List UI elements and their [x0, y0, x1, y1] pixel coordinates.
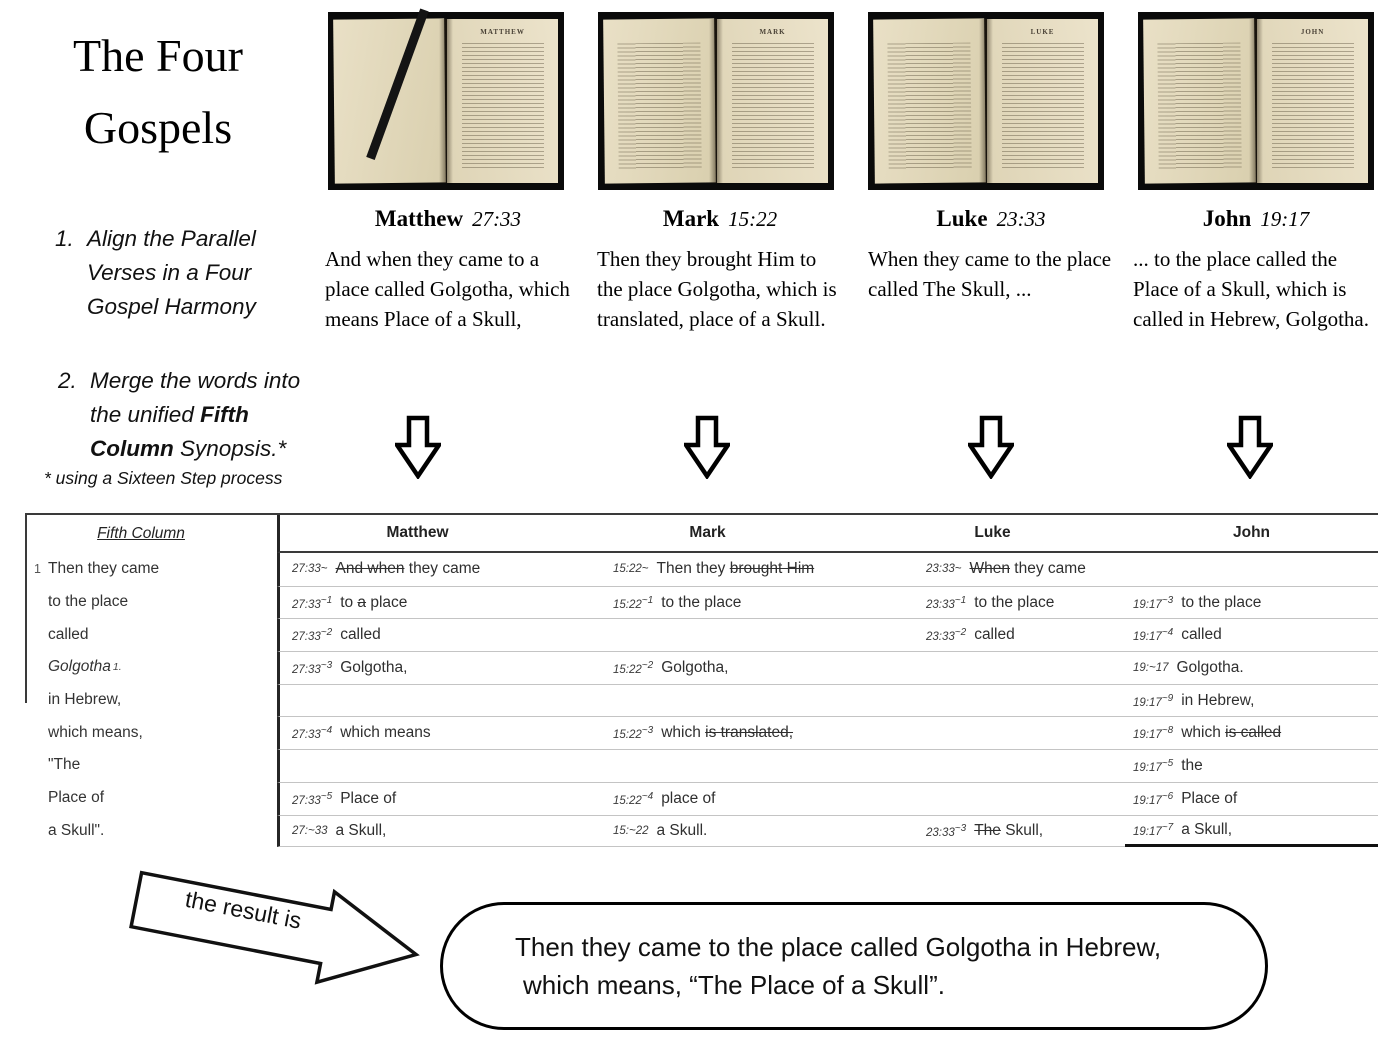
table-cell — [555, 749, 860, 782]
table-cell: $19:17^{\sim 7}$ a Skull, — [1125, 815, 1378, 848]
fifth-cell: a Skull". — [48, 821, 105, 839]
table-cell: $15:22^{\sim 1}$ to the place — [555, 586, 860, 619]
gospel-column-luke — [868, 206, 1114, 304]
book-left-page — [1143, 18, 1256, 183]
book-right-page — [447, 19, 558, 183]
fifth-cell: which means, — [48, 723, 143, 741]
book-photo-mark — [598, 12, 834, 190]
fifth-column-header: Fifth Column — [97, 525, 185, 542]
table-cell: $23:33^{\sim 3}$ The Skull, — [860, 815, 1125, 848]
table-cell — [1125, 553, 1378, 586]
table-cell: $19:17^{\sim 8}$ which is called — [1125, 716, 1378, 749]
table-cell: 19:~17 Golgotha. — [1125, 651, 1378, 684]
table-cell: 27:~33 a Skull, — [277, 815, 555, 848]
fifth-cell: to the place — [48, 593, 129, 611]
table-cell: $27:33^{\sim 4}$ which means — [277, 716, 555, 749]
book-right-page — [987, 19, 1098, 183]
gospel-verse: Then they brought Him to the place Golgotha, which is translated, place of a Skull. — [597, 247, 837, 331]
table-cell: $15:22^{\sim 2}$ Golgotha, — [555, 651, 860, 684]
result-arrow-label: the result is — [183, 885, 304, 934]
book-page-heading: MATTHEW — [480, 28, 525, 36]
page-title-line2: Gospels — [83, 102, 233, 153]
book-photo-matthew — [328, 12, 564, 190]
synopsis-table — [25, 513, 1378, 847]
table-cell: $19:17^{\sim 6}$ Place of — [1125, 782, 1378, 815]
fifth-cell: Place of — [48, 789, 105, 807]
footnote: * using a Sixteen Step process — [44, 468, 283, 488]
column-header-matthew: Matthew — [277, 515, 555, 553]
gospel-column-mark — [597, 206, 843, 334]
table-cell — [555, 618, 860, 651]
table-cell: $19:17^{\sim 4}$ called — [1125, 618, 1378, 651]
step-1 — [55, 222, 293, 324]
book-page-heading: LUKE — [1030, 28, 1055, 36]
table-cell — [860, 749, 1125, 782]
gospel-reference: 15:22 — [728, 207, 778, 231]
book-gutter — [439, 19, 453, 183]
result-line-1: Then they came to the place called Golgotha in Hebrew, — [515, 932, 1162, 962]
step-1-number: 1. — [55, 226, 74, 251]
page-title-line1: The Four — [73, 30, 243, 81]
table-cell: $19:17^{\sim 3}$ to the place — [1125, 586, 1378, 619]
table-cell: $15:22^{\sim 4}$ place of — [555, 782, 860, 815]
table-cell — [277, 749, 555, 782]
table-cell: $19:17^{\sim 5}$ the — [1125, 749, 1378, 782]
table-cell: $15:22^{\sim 3}$ which is translated, — [555, 716, 860, 749]
result-line-2: which means, “The Place of a Skull”. — [523, 970, 945, 1000]
table-cell — [860, 651, 1125, 684]
book-left-page — [873, 18, 986, 183]
fifth-cell: called — [48, 625, 89, 643]
down-arrow-icon — [968, 415, 1014, 479]
table-cell: 23:33~ When they came — [926, 560, 1086, 578]
column-header-john: John — [1125, 515, 1378, 553]
gospel-reference: 19:17 — [1260, 207, 1310, 231]
table-cell: $27:33^{\sim 1}$ to a place — [277, 586, 555, 619]
step-2 — [58, 364, 322, 466]
down-arrow-icon — [1227, 415, 1273, 479]
step-2-text: Merge the words into the unified Fifth Column Synopsis.* — [90, 368, 301, 461]
gospel-name: Mark — [662, 206, 720, 231]
table-cell — [860, 782, 1125, 815]
column-header-mark: Mark — [555, 515, 860, 553]
down-arrow-icon — [684, 415, 730, 479]
fifth-cell: in Hebrew, — [48, 691, 122, 709]
gospel-heading — [868, 206, 1114, 232]
book-photo-luke — [868, 12, 1104, 190]
table-cell — [860, 716, 1125, 749]
book-right-page — [1257, 19, 1368, 183]
down-arrow-icon — [395, 415, 441, 479]
page-title — [28, 20, 288, 164]
column-header-luke: Luke — [860, 515, 1125, 553]
table-cell: $23:33^{\sim 2}$ called — [860, 618, 1125, 651]
gospel-column-matthew — [325, 206, 571, 334]
gospel-name: John — [1202, 206, 1252, 231]
table-cell — [555, 684, 860, 717]
gospel-verse: When they came to the place called The Skull, ... — [868, 247, 1112, 301]
table-cell: $19:17^{\sim 9}$ in Hebrew, — [1125, 684, 1378, 717]
gospel-reference: 23:33 — [996, 207, 1046, 231]
gospel-heading — [325, 206, 571, 232]
fifth-cell: "The — [48, 756, 81, 774]
fifth-cell: Golgotha 1. — [48, 658, 122, 676]
gospel-verse: ... to the place called the Place of a Skull, which is called in Hebrew, Golgotha. — [1133, 247, 1369, 331]
book-gutter — [979, 19, 993, 183]
table-cell: $27:33^{\sim 5}$ Place of — [277, 782, 555, 815]
table-cell: 27:33~ And when they came — [277, 553, 555, 586]
result-arrow — [119, 846, 436, 1021]
gospel-reference: 27:33 — [472, 207, 522, 231]
table-left-edge — [25, 515, 27, 703]
table-cell: $27:33^{\sim 3}$ Golgotha, — [277, 651, 555, 684]
book-left-page — [603, 18, 716, 183]
table-cell: 15:~22 a Skull. — [555, 815, 860, 848]
table-cell: $23:33^{\sim 1}$ to the place — [860, 586, 1125, 619]
step-2-number: 2. — [58, 368, 77, 393]
table-cell — [860, 684, 1125, 717]
table-cell: 15:22~ Then they brought Him — [613, 560, 815, 578]
gospel-name: Luke — [936, 206, 988, 231]
book-gutter — [1249, 19, 1263, 183]
book-page-heading: JOHN — [1300, 28, 1325, 36]
table-cell: $27:33^{\sim 2}$ called — [277, 618, 555, 651]
book-photo-john — [1138, 12, 1374, 190]
gospel-heading — [1133, 206, 1379, 232]
book-page-heading: MARK — [759, 28, 786, 36]
book-right-page — [717, 19, 828, 183]
book-gutter — [709, 19, 723, 183]
gospel-heading — [597, 206, 843, 232]
step-1-text: Align the Parallel Verses in a Four Gospel Harmony — [87, 226, 256, 319]
gospel-column-john — [1133, 206, 1379, 334]
table-cell — [277, 684, 555, 717]
gospel-verse: And when they came to a place called Golgotha, which means Place of a Skull, — [325, 247, 570, 331]
gospel-name: Matthew — [374, 206, 464, 231]
result-bubble — [440, 902, 1268, 1030]
fifth-cell: 1 Then they came — [34, 560, 160, 578]
